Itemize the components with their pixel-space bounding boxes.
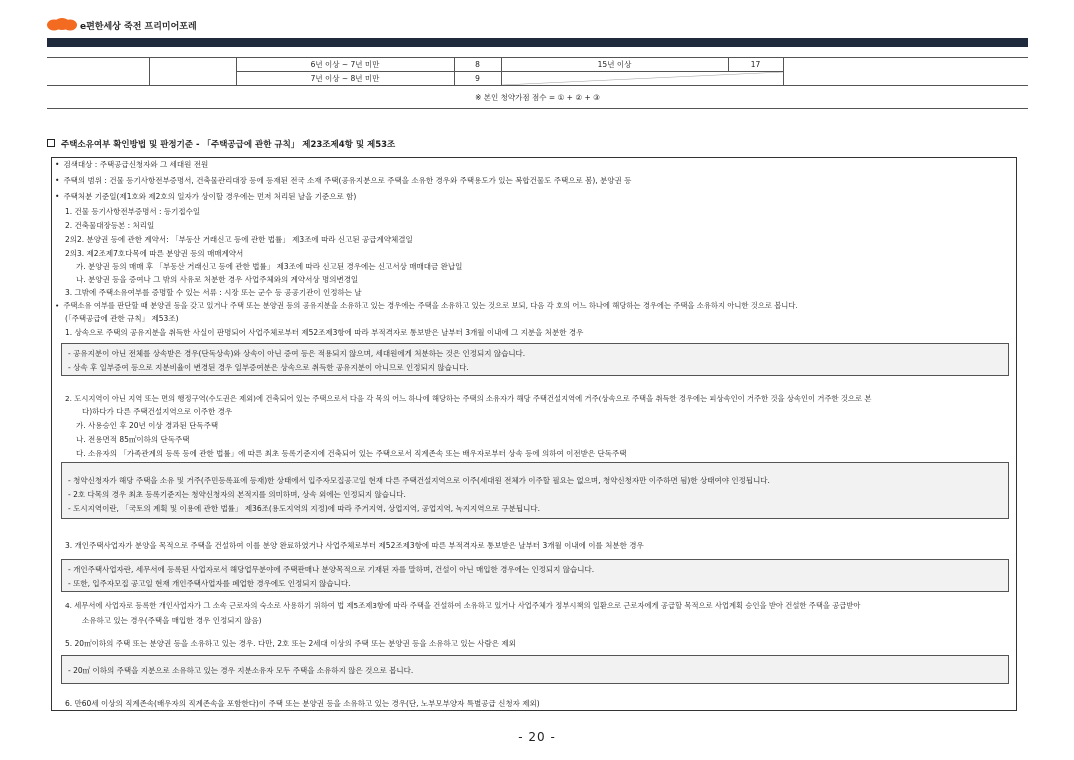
list-item: 3. 그밖에 주택소유여부를 증명할 수 있는 서류 : 시장 또는 군수 등 공공기관이 인정하는 날	[65, 288, 362, 297]
page-number: - 20 -	[518, 730, 556, 744]
period-cell: 7년 이상 ~ 8년 미만	[236, 72, 454, 86]
section-title-text: 주택소유여부 확인방법 및 판정기준 - 「주택공급에 관한 규칙」 제23조제4항 및 제53조	[61, 140, 396, 150]
table-row	[47, 58, 1028, 72]
square-bullet-icon	[47, 139, 55, 147]
diagonal-empty-cell	[501, 72, 783, 86]
score-table	[47, 57, 1028, 109]
brand-name: e편한세상 죽전 프리미어포레	[80, 22, 197, 32]
period-cell: 15년 이상	[501, 58, 728, 72]
list-item: 3. 개인주택사업자가 분양을 목적으로 주택을 건설하여 이를 분양 완료하였거나 사업주체로부터 제52조제3항에 따른 부적격자로 통보받은 날부터 3개월 이내에 이를 처분한 경우	[65, 541, 644, 550]
bullet-line: • 검색대상 : 주택공급신청자와 그 세대원 전원	[55, 160, 208, 170]
list-item: 2의3. 제2조제7호다목에 따른 분양권 등의 매매계약서	[65, 249, 244, 258]
note-box	[61, 462, 1009, 519]
list-item: 4. 세무서에 사업자로 등록한 개인사업자가 그 소속 근로자의 숙소로 사용하기 위하여 법 제5조제3항에 따라 주택을 건설하여 소유하고 있거나 사업주체가 정부시책의 일환으로 근로자에게 공급할 목적으로 사업계획 승인을 받아 건설한 주택을 공급받아	[65, 601, 861, 610]
bullet-line: • 주택처분 기준일(제1호와 제2호의 일자가 상이할 경우에는 먼저 처리된 날을 기준으로 함)	[55, 192, 356, 202]
list-item: 5. 20㎡이하의 주택 또는 분양권 등을 소유하고 있는 경우. 다만, 2호 또는 2세대 이상의 주택 또는 분양권 등을 소유하고 있는 사람은 제외	[65, 639, 516, 648]
period-cell: 6년 이상 ~ 7년 미만	[236, 58, 454, 72]
note-line: - 또한, 입주자모집 공고일 현재 개인주택사업자를 폐업한 경우에도 인정되지 않습니다.	[68, 579, 351, 588]
list-item: 가. 분양권 등의 매매 후 「부동산 거래신고 등에 관한 법률」 제3조에 따라 신고된 경우에는 신고서상 매매대금 완납일	[76, 262, 463, 271]
list-item: 2. 도시지역이 아닌 지역 또는 면의 행정구역(수도권은 제외)에 건축되어 있는 주택으로서 다음 각 목의 어느 하나에 해당하는 주택의 소유자가 해당 주택건설지역에 거주(상속으로 주택을 취득한 경우에는 피상속인이 거주한 것을 상속인이 거주한 것으로 본	[65, 394, 872, 403]
list-item: (「주택공급에 관한 규칙」 제53조)	[65, 314, 179, 323]
note-line: - 공유지분이 아닌 전체를 상속받은 경우(단독상속)와 상속이 아닌 증여 등은 적용되지 않으며, 세대원에게 처분하는 것은 인정되지 않습니다.	[68, 349, 526, 358]
score-cell: 17	[728, 58, 783, 72]
note-box	[61, 655, 1009, 684]
header-bar	[47, 38, 1028, 47]
score-note: ※ 본인 청약가점 점수 = ① + ② + ③	[47, 86, 1028, 109]
list-item: 2의2. 분양권 등에 관한 계약서: 「부동산 거래신고 등에 관한 법률」 제3조에 따라 신고된 공급계약체결일	[65, 235, 413, 244]
ownership-criteria-box	[51, 157, 1017, 711]
bullet-line: • 주택소유 여부를 판단할 때 분양권 등을 갖고 있거나 주택 또는 분양권 등의 공유지분을 소유하고 있는 경우에는 주택을 소유하고 있는 것으로 보되, 다음 각 호의 어느 하나에 해당하는 경우에는 주택을 소유하지 아니한 것으로 봅니다.	[55, 301, 798, 311]
score-cell: 8	[454, 58, 501, 72]
note-line: - 20㎡ 이하의 주택을 지분으로 소유하고 있는 경우 지분소유자 모두 주택을 소유하지 않은 것으로 봅니다.	[68, 666, 414, 675]
table-cell-empty	[149, 58, 236, 86]
list-item: 나. 분양권 등을 증여나 그 밖의 사유로 처분한 경우 사업주체와의 계약서상 명의변경일	[76, 275, 359, 284]
list-item: 1. 상속으로 주택의 공유지분을 취득한 사실이 판명되어 사업주체로부터 제52조제3항에 따라 부적격자로 통보받은 날부터 3개월 이내에 그 지분을 처분한 경우	[65, 328, 584, 337]
table-row	[47, 86, 1028, 109]
note-box	[61, 559, 1009, 592]
section-title	[47, 138, 395, 150]
score-cell: 9	[454, 72, 501, 86]
note-line: - 개인주택사업자란, 세무서에 등록된 사업자로서 해당업무분야에 주택판매나 분양목적으로 기재된 자를 말하며, 건설이 아닌 매입한 경우에는 인정되지 않습니다.	[68, 565, 595, 574]
list-item: 다)하다가 다른 주택건설지역으로 이주한 경우	[82, 407, 233, 416]
note-line: - 청약신청자가 해당 주택을 소유 및 거주(주민등록표에 등재)한 상태에서 입주자모집공고일 현재 다른 주택건설지역으로 이주(세대원 전체가 이주할 필요는 없으며, 청약신청자만 이주하면 됨)한 상태여야 인정됩니다.	[68, 476, 770, 485]
list-item: 1. 건물 등기사항전부증명서 : 등기접수일	[65, 207, 201, 216]
note-line: - 상속 후 일부증여 등으로 지분비율이 변경된 경우 일부증여분은 상속으로 취득한 공유지분이 아니므로 인정되지 않습니다.	[68, 363, 469, 372]
note-line: - 2호 다목의 경우 최초 등록기준지는 청약신청자의 본적지를 의미하며, 상속 외에는 인정되지 않습니다.	[68, 490, 406, 499]
table-cell-empty	[783, 58, 1028, 86]
list-item: 다. 소유자의 「가족관계의 등록 등에 관한 법률」에 따른 최초 등록기준지에 건축되어 있는 주택으로서 직계존속 또는 배우자로부터 상속 등에 의하여 이전받은 단독주택	[76, 449, 627, 458]
list-item: 나. 전용면적 85㎡이하의 단독주택	[76, 435, 190, 444]
list-item: 6. 만60세 이상의 직계존속(배우자의 직계존속을 포함한다)이 주택 또는 분양권 등을 소유하고 있는 경우(단, 노부모부양자 특별공급 신청자 제외)	[65, 699, 540, 708]
brand-logo-icon	[47, 18, 77, 31]
list-item: 소유하고 있는 경우(주택을 매입한 경우 인정되지 않음)	[82, 616, 262, 625]
note-line: - 도시지역이란, 「국토의 계획 및 이용에 관한 법률」 제36조(용도지역의 지정)에 따라 주거지역, 상업지역, 공업지역, 녹지지역으로 구분됩니다.	[68, 504, 541, 513]
bullet-line: • 주택의 범위 : 건물 등기사항전부증명서, 건축물관리대장 등에 등재된 전국 소재 주택(공유지분으로 주택을 소유한 경우와 주택용도가 있는 복합건물도 주택으로 봄), 분양권 등	[55, 176, 631, 186]
table-cell-empty	[47, 58, 149, 86]
list-item: 2. 건축물대장등본 : 처리일	[65, 221, 155, 230]
list-item: 가. 사용승인 후 20년 이상 경과된 단독주택	[76, 421, 219, 430]
note-box	[61, 343, 1009, 376]
